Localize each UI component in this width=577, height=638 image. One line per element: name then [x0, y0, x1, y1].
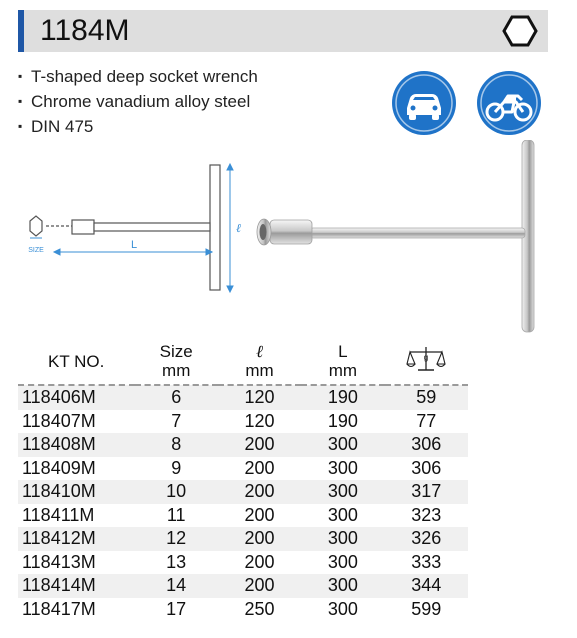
height-label: ℓ: [236, 221, 241, 235]
table-header-row: [18, 338, 468, 385]
scale-weight-icon: [406, 344, 446, 374]
wrench-technical-drawing: [24, 160, 244, 300]
column-header-size: Size mm: [159, 342, 193, 380]
hexagon-outline-icon: [502, 15, 538, 47]
title-bar: [18, 10, 548, 52]
column-header-weight: [385, 338, 468, 385]
specification-table: [18, 338, 468, 621]
table-row: 118411M 11 200 300 323: [22, 504, 442, 525]
table-row: 118407M 7 120 190 77: [22, 410, 437, 431]
table-row: 118406M 6 120 190 59: [18, 385, 468, 410]
feature-item: ▪ Chrome vanadium alloy steel: [18, 92, 251, 111]
product-title: 1184M: [40, 14, 130, 47]
feature-list: [18, 64, 258, 139]
table-row: 118413M 13 200 300 333: [22, 551, 442, 572]
motorcycle-usage-badge: [476, 70, 542, 136]
column-header-height: ℓ mm: [245, 342, 274, 380]
table-row: 118412M 12 200 300 326: [18, 527, 468, 551]
length-label: L: [130, 239, 138, 251]
table-row: 118410M 10 200 300 317: [18, 480, 468, 504]
column-header-kt-no: KT NO.: [48, 351, 105, 371]
table-row: 118417M 17 250 300 599: [22, 598, 442, 619]
size-label: SIZE: [28, 247, 44, 254]
feature-item: ▪ DIN 475: [18, 117, 94, 136]
column-header-length: L mm: [328, 342, 358, 380]
wrench-product-photo: [250, 140, 550, 340]
feature-item: ▪ T-shaped deep socket wrench: [18, 67, 258, 86]
table-row: 118408M 8 200 300 306: [18, 433, 468, 457]
title-accent-bar: [18, 10, 24, 52]
weight-unit-label: g: [424, 353, 429, 362]
table-row: 118409M 9 200 300 306: [22, 457, 442, 478]
table-row: 118414M 14 200 300 344: [18, 574, 468, 598]
car-usage-badge: [391, 70, 457, 136]
